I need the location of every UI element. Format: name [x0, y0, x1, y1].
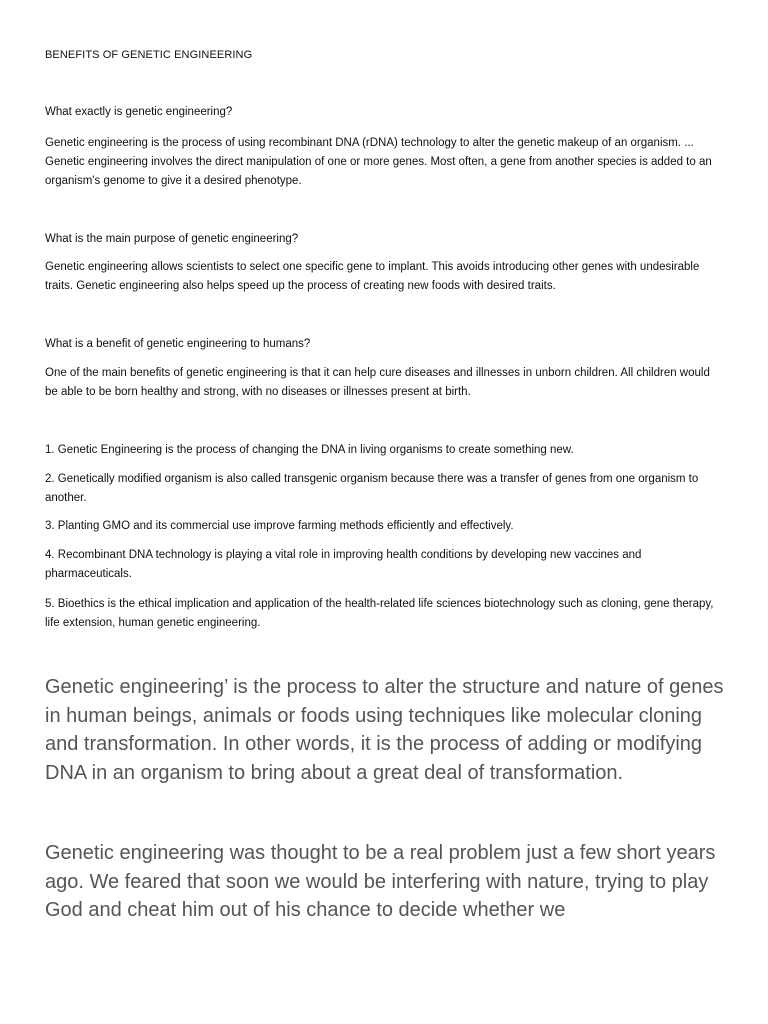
body-paragraph-2: Genetic engineering was thought to be a real problem just a few short years ago. We feared that soon we would be interfering with nature, trying to play God and cheat him out of his chance to decide whether we — [45, 842, 716, 921]
answer-2: Genetic engineering allows scientists to select one specific gene to implant. This avoids introducing other genes with undesirable traits. Genetic engineering also helps speed up the process of creating new foods with desired traits. — [45, 261, 700, 292]
list-item-3: 3. Planting GMO and its commercial use improve farming methods efficiently and effectively. — [45, 520, 514, 532]
list-item-5: 5. Bioethics is the ethical implication and application of the health-related life sciences biotechnology such as cloning, gene therapy, life extension, human genetic engineering. — [45, 598, 714, 629]
list-item-1: 1. Genetic Engineering is the process of changing the DNA in living organisms to create something new. — [45, 444, 574, 456]
body-paragraph-1: Genetic engineering’ is the process to alter the structure and nature of genes in human beings, animals or foods using techniques like molecular cloning and transformation. In other words, it is the process of adding or modifying DNA in an organism to bring about a great deal of transformation. — [45, 676, 724, 784]
answer-1: Genetic engineering is the process of using recombinant DNA (rDNA) technology to alter the genetic makeup of an organism. ... Genetic engineering involves the direct manipulation of one or more genes. Most often, a gene from another species is added to an organism's genome to give it a desired phenotype. — [45, 137, 712, 187]
question-1: What exactly is genetic engineering? — [45, 106, 233, 118]
document-title: BENEFITS OF GENETIC ENGINEERING — [45, 49, 253, 61]
question-2: What is the main purpose of genetic engineering? — [45, 233, 299, 245]
question-3: What is a benefit of genetic engineering to humans? — [45, 338, 311, 350]
list-item-4: 4. Recombinant DNA technology is playing a vital role in improving health conditions by developing new vaccines and pharmaceuticals. — [45, 549, 642, 580]
answer-3: One of the main benefits of genetic engineering is that it can help cure diseases and illnesses in unborn children. All children would be able to be born healthy and strong, with no diseases or illnesses present at birth. — [45, 367, 710, 398]
list-item-2: 2. Genetically modified organism is also called transgenic organism because there was a transfer of genes from one organism to another. — [45, 473, 699, 504]
